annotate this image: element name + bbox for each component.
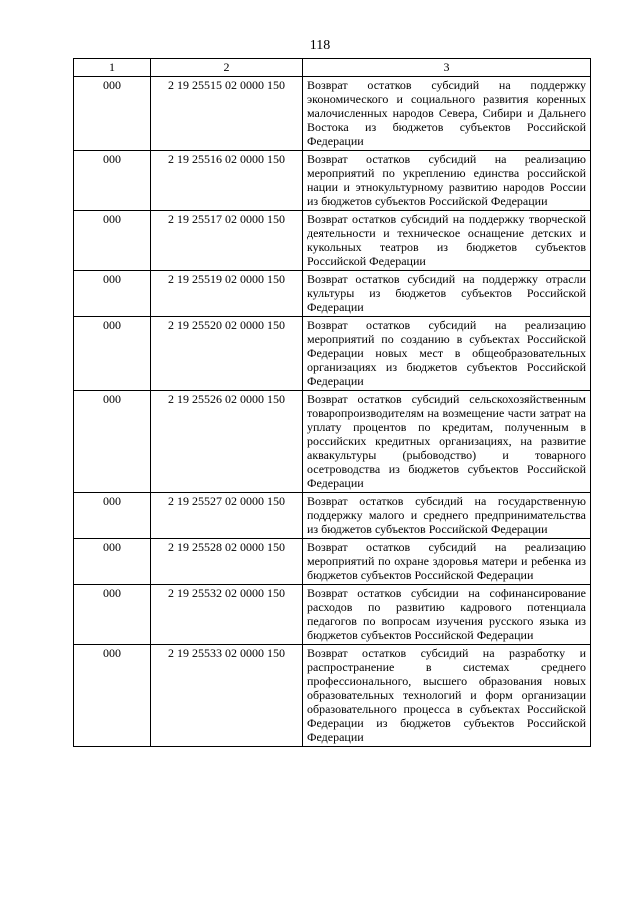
description-cell: Возврат остатков субсидий на поддержку отрасли культуры из бюджетов субъектов Российской Федерации xyxy=(303,271,591,317)
budget-classification-table xyxy=(73,58,591,747)
column-header-1: 1 xyxy=(74,59,151,77)
admin-code-cell: 000 xyxy=(74,77,151,151)
admin-code-cell: 000 xyxy=(74,317,151,391)
budget-code-cell: 2 19 25527 02 0000 150 xyxy=(151,493,303,539)
description-cell: Возврат остатков субсидий на реализацию мероприятий по укреплению единства российской нации и этнокультурному развитию народов России из бюджетов субъектов Российской Федерации xyxy=(303,151,591,211)
table-row xyxy=(74,271,591,317)
admin-code-cell: 000 xyxy=(74,151,151,211)
budget-code-cell: 2 19 25515 02 0000 150 xyxy=(151,77,303,151)
table-row xyxy=(74,585,591,645)
description-cell: Возврат остатков субсидий сельскохозяйственным товаропроизводителям на возмещение части затрат на уплату процентов по кредитам, полученным в российских кредитных организациях, на развитие аквакультуры (рыбоводство) и товарного осетроводства из бюджетов субъектов Российской Федерации xyxy=(303,391,591,493)
description-cell: Возврат остатков субсидий на поддержку экономического и социального развития коренных малочисленных народов Севера, Сибири и Дальнего Востока из бюджетов субъектов Российской Федерации xyxy=(303,77,591,151)
budget-code-cell: 2 19 25528 02 0000 150 xyxy=(151,539,303,585)
table-row xyxy=(74,539,591,585)
admin-code-cell: 000 xyxy=(74,271,151,317)
budget-code-cell: 2 19 25532 02 0000 150 xyxy=(151,585,303,645)
budget-code-cell: 2 19 25519 02 0000 150 xyxy=(151,271,303,317)
table-row xyxy=(74,645,591,747)
table-header-row xyxy=(74,59,591,77)
budget-code-cell: 2 19 25517 02 0000 150 xyxy=(151,211,303,271)
description-cell: Возврат остатков субсидий на реализацию мероприятий по охране здоровья матери и ребенка из бюджетов субъектов Российской Федерации xyxy=(303,539,591,585)
budget-code-cell: 2 19 25520 02 0000 150 xyxy=(151,317,303,391)
admin-code-cell: 000 xyxy=(74,585,151,645)
page-number: 118 xyxy=(309,38,331,53)
table-row xyxy=(74,211,591,271)
table-row xyxy=(74,77,591,151)
budget-code-cell: 2 19 25533 02 0000 150 xyxy=(151,645,303,747)
column-header-3: 3 xyxy=(303,59,591,77)
admin-code-cell: 000 xyxy=(74,539,151,585)
admin-code-cell: 000 xyxy=(74,645,151,747)
column-header-2: 2 xyxy=(151,59,303,77)
table-row xyxy=(74,493,591,539)
admin-code-cell: 000 xyxy=(74,493,151,539)
budget-code-cell: 2 19 25516 02 0000 150 xyxy=(151,151,303,211)
description-cell: Возврат остатков субсидий на государственную поддержку малого и среднего предпринимательства из бюджетов субъектов Российской Федерации xyxy=(303,493,591,539)
description-cell: Возврат остатков субсидий на реализацию мероприятий по созданию в субъектах Российской Федерации новых мест в общеобразовательных организациях из бюджетов субъектов Российской Федерации xyxy=(303,317,591,391)
budget-code-cell: 2 19 25526 02 0000 150 xyxy=(151,391,303,493)
description-cell: Возврат остатков субсидии на софинансирование расходов по развитию кадрового потенциала педагогов по вопросам изучения русского языка из бюджетов субъектов Российской Федерации xyxy=(303,585,591,645)
table-row xyxy=(74,391,591,493)
table-row xyxy=(74,151,591,211)
admin-code-cell: 000 xyxy=(74,211,151,271)
admin-code-cell: 000 xyxy=(74,391,151,493)
description-cell: Возврат остатков субсидий на поддержку творческой деятельности и техническое оснащение детских и кукольных театров из бюджетов субъектов Российской Федерации xyxy=(303,211,591,271)
description-cell: Возврат остатков субсидий на разработку и распространение в системах среднего профессионального, высшего образования новых образовательных технологий и форм организации образовательного процесса в субъектах Российской Федерации из бюджетов субъектов Российской Федерации xyxy=(303,645,591,747)
table-row xyxy=(74,317,591,391)
